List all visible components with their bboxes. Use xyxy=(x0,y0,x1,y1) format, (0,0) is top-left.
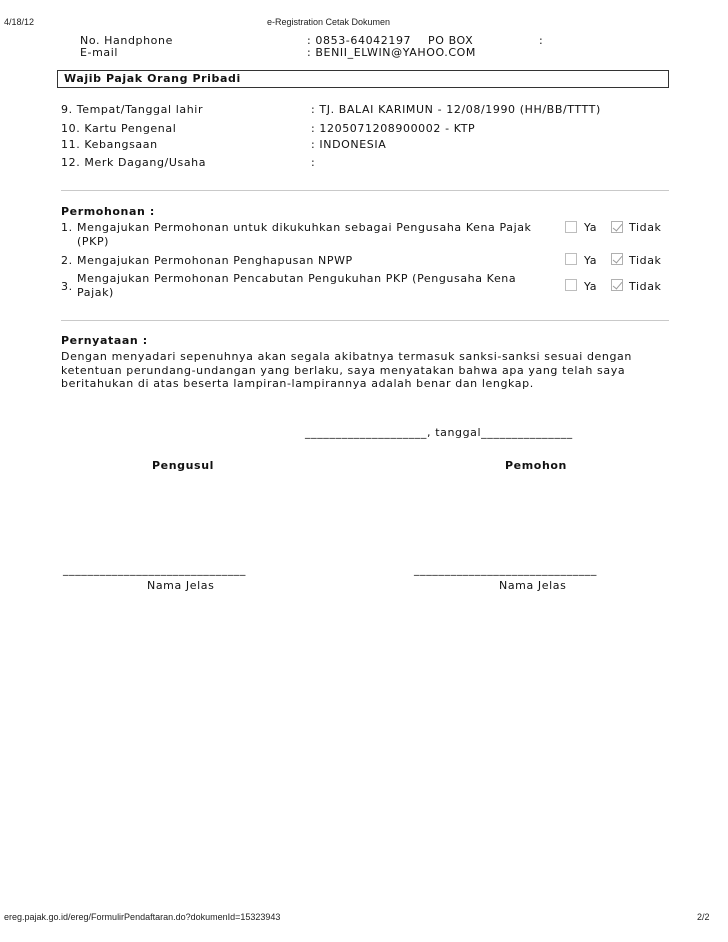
tidak-label: Tidak xyxy=(629,280,662,293)
field-label-brand: 12. Merk Dagang/Usaha xyxy=(61,156,207,169)
page-number: 2/2 xyxy=(697,912,710,922)
permohonan-item-text: Mengajukan Permohonan Penghapusan NPWP xyxy=(77,254,353,267)
tidak-checkbox[interactable] xyxy=(611,221,623,233)
permohonan-item-number: 1. xyxy=(61,221,73,234)
tidak-checkbox[interactable] xyxy=(611,253,623,265)
field-label-nationality: 11. Kebangsaan xyxy=(61,138,158,151)
ya-checkbox[interactable] xyxy=(565,253,577,265)
tidak-label: Tidak xyxy=(629,221,662,234)
ya-label: Ya xyxy=(584,221,598,234)
field-value-birth: : TJ. BALAI KARIMUN - 12/08/1990 (HH/BB/TTTT) xyxy=(311,103,601,116)
handphone-value: : 0853-64042197 xyxy=(307,34,412,47)
name-label-pemohon: Nama Jelas xyxy=(499,579,567,592)
permohonan-item-text-cont: Pajak) xyxy=(77,286,114,299)
pobox-label: PO BOX xyxy=(428,34,474,47)
signature-line-pemohon: ______________________________ xyxy=(414,563,597,576)
signature-line-pengusul: ______________________________ xyxy=(63,563,246,576)
field-value-nationality: : INDONESIA xyxy=(311,138,387,151)
permohonan-item-text-cont: (PKP) xyxy=(77,235,110,248)
field-label-birth: 9. Tempat/Tanggal lahir xyxy=(61,103,204,116)
permohonan-item-number: 3. xyxy=(61,280,73,293)
pernyataan-line: ketentuan perundang-undangan yang berlaku, saya menyatakan bahwa apa yang telah saya xyxy=(61,364,626,377)
field-value-brand: : xyxy=(311,156,316,169)
footer-url: ereg.pajak.go.id/ereg/FormulirPendaftaran.do?dokumenId=15323943 xyxy=(4,912,281,922)
email-value: : BENII_ELWIN@YAHOO.COM xyxy=(307,46,476,59)
pernyataan-line: Dengan menyadari sepenuhnya akan segala akibatnya termasuk sanksi-sanksi sesuai dengan xyxy=(61,350,632,363)
name-label-pengusul: Nama Jelas xyxy=(147,579,215,592)
print-date: 4/18/12 xyxy=(4,17,35,27)
email-label: E-mail xyxy=(80,46,119,59)
permohonan-item-text: Mengajukan Permohonan Pencabutan Pengukuhan PKP (Pengusaha Kena xyxy=(77,272,517,285)
field-label-id-card: 10. Kartu Pengenal xyxy=(61,122,177,135)
divider xyxy=(61,190,669,191)
pernyataan-line: beritahukan di atas beserta lampiran-lampirannya adalah benar dan lengkap. xyxy=(61,377,534,390)
field-value-id-card: : 1205071208900002 - KTP xyxy=(311,122,476,135)
ya-checkbox[interactable] xyxy=(565,279,577,291)
pengusul-title: Pengusul xyxy=(152,459,215,472)
ya-label: Ya xyxy=(584,280,598,293)
divider xyxy=(61,320,669,321)
pernyataan-title: Pernyataan : xyxy=(61,334,148,347)
pemohon-title: Pemohon xyxy=(505,459,567,472)
handphone-label: No. Handphone xyxy=(80,34,173,47)
document-title: e-Registration Cetak Dokumen xyxy=(267,17,391,27)
pobox-value: : xyxy=(539,34,544,47)
ya-checkbox[interactable] xyxy=(565,221,577,233)
place-date-line: ____________________, tanggal_______________ xyxy=(305,426,573,439)
permohonan-item-number: 2. xyxy=(61,254,73,267)
tidak-label: Tidak xyxy=(629,254,662,267)
permohonan-title: Permohonan : xyxy=(61,205,155,218)
tidak-checkbox[interactable] xyxy=(611,279,623,291)
section-title: Wajib Pajak Orang Pribadi xyxy=(64,72,241,85)
ya-label: Ya xyxy=(584,254,598,267)
permohonan-item-text: Mengajukan Permohonan untuk dikukuhkan sebagai Pengusaha Kena Pajak xyxy=(77,221,532,234)
